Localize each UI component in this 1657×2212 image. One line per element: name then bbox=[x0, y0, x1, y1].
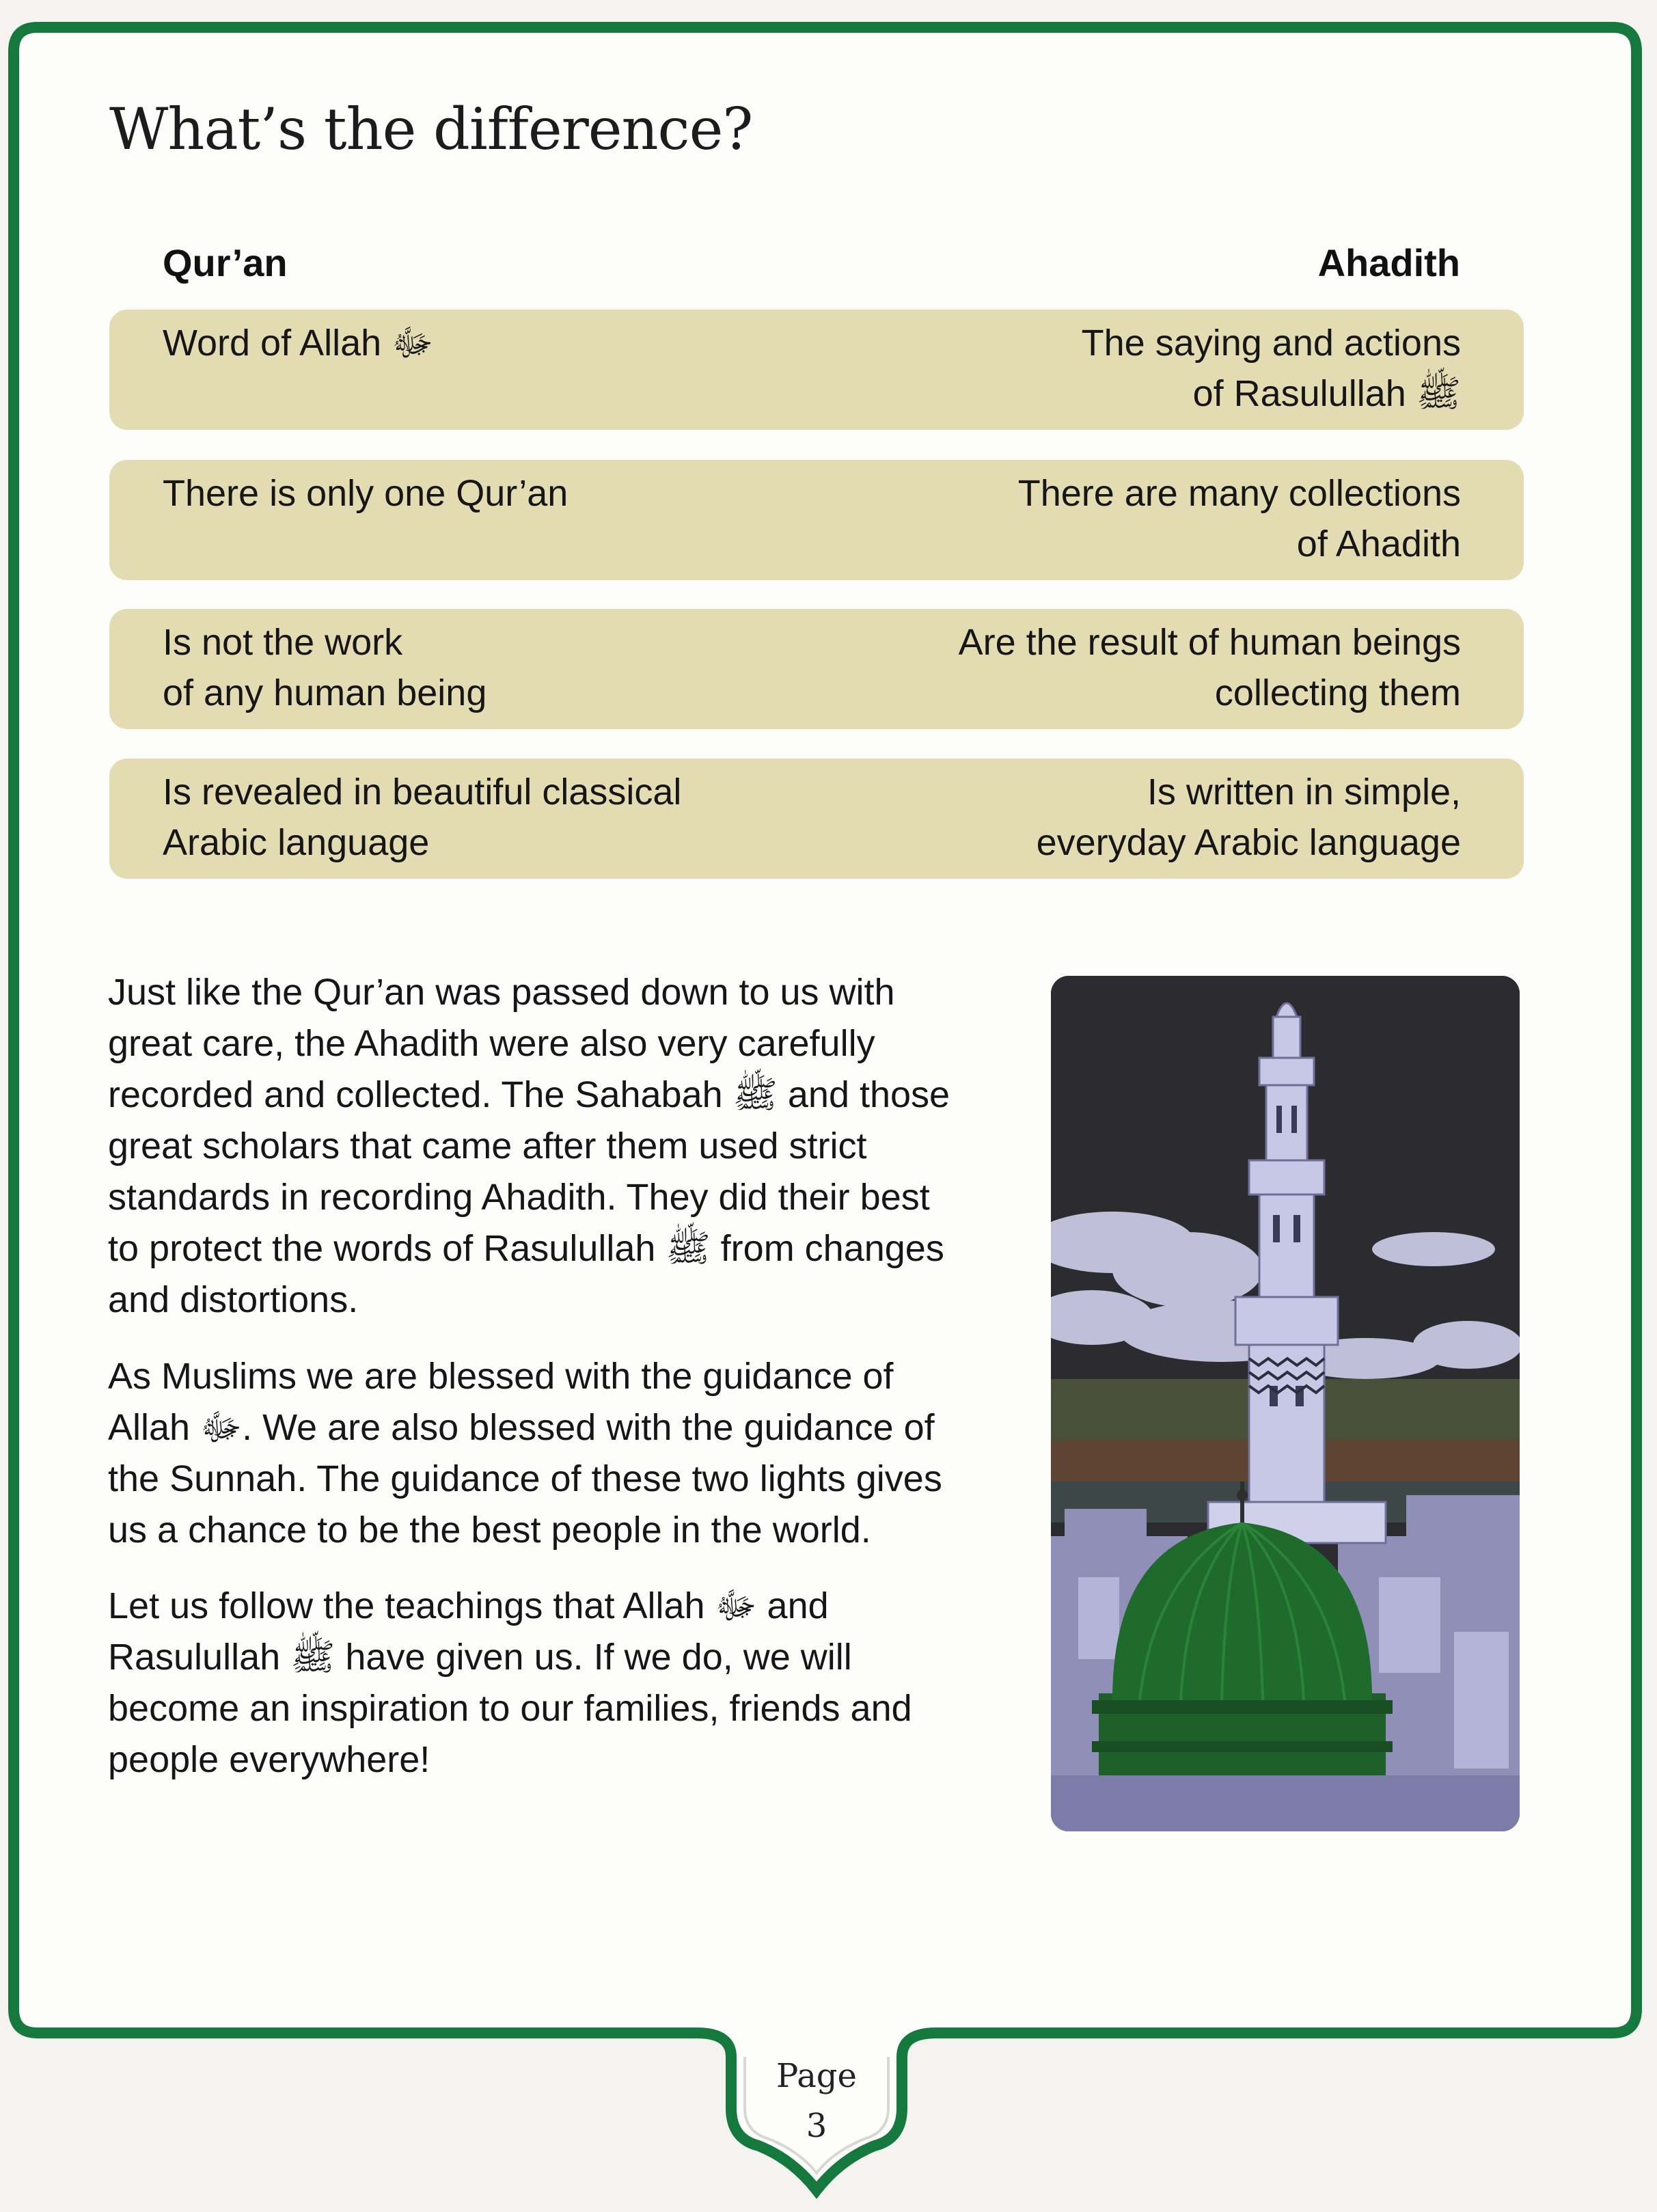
body-paragraph: Just like the Qur’an was passed down to us with great care, the Ahadith were also very carefully recorded and collected. The Sahabah ﷺ and those great scholars that came after them used strict standards in recording Ahadith. They did their best to protect the words of Rasulullah ﷺ from changes and distortions. bbox=[108, 972, 950, 1320]
row-quran-text: Word of Allah ﷻ bbox=[163, 323, 434, 364]
row-ahadith-text: Is written in simple, everyday Arabic language bbox=[1036, 772, 1461, 863]
page-number: 3 bbox=[806, 2107, 827, 2145]
row-ahadith-text: Are the result of human beings collecting them bbox=[958, 622, 1461, 713]
comparison-row bbox=[109, 310, 1524, 430]
comparison-row bbox=[109, 609, 1524, 729]
mosque-illustration bbox=[1051, 976, 1520, 1831]
row-ahadith-text: The saying and actions of Rasulullah ﷺ bbox=[1081, 323, 1461, 414]
body-paragraph: Let us follow the teachings that Allah ﷻ and Rasulullah ﷺ have given us. If we do, we will become an inspiration to our families, friends and people everywhere! bbox=[108, 1585, 912, 1780]
row-quran-text: There is only one Qur’an bbox=[163, 473, 569, 514]
comparison-row bbox=[109, 759, 1524, 879]
comparison-row bbox=[109, 460, 1524, 580]
row-ahadith-text: There are many collections of Ahadith bbox=[1017, 473, 1461, 564]
column-header-quran: Qur’an bbox=[163, 241, 288, 284]
page-title: What’s the difference? bbox=[109, 96, 753, 163]
row-quran-text: Is revealed in beautiful classical Arabic language bbox=[163, 772, 682, 863]
column-header-ahadith: Ahadith bbox=[1317, 241, 1460, 284]
page-label: Page bbox=[776, 2057, 857, 2095]
body-paragraph: As Muslims we are blessed with the guidance of Allah ﷻ. We are also blessed with the guidance of the Sunnah. The guidance of these two lights gives us a chance to be the best people in the world. bbox=[108, 1356, 942, 1551]
row-quran-text: Is not the work of any human being bbox=[163, 622, 487, 713]
